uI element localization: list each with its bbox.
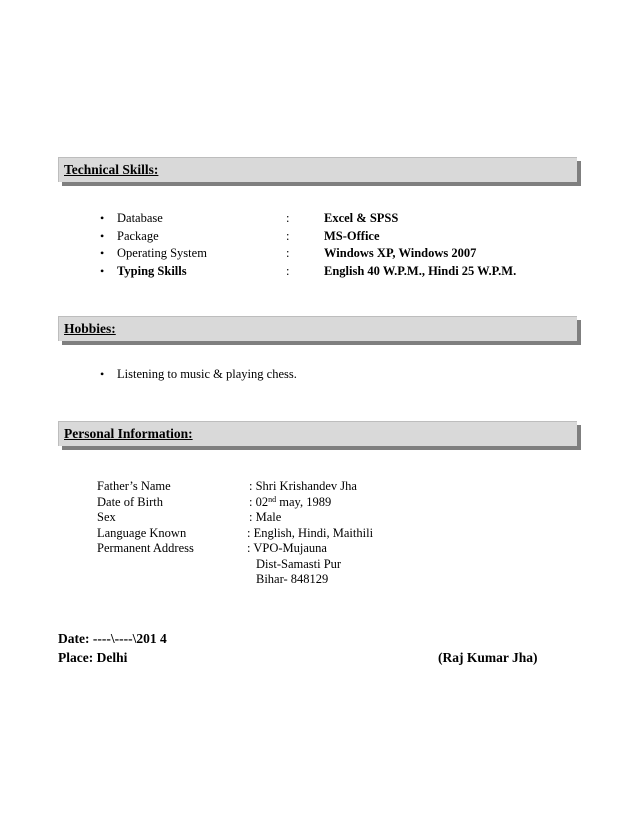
info-value	[249, 495, 331, 511]
technical-skills-title: Technical Skills:	[64, 162, 159, 177]
hobby-text: Listening to music & playing chess.	[117, 367, 297, 381]
dob-prefix: : 02	[249, 494, 269, 509]
info-label: Date of Birth	[97, 494, 163, 509]
skill-label: Package	[117, 228, 159, 243]
dob-superscript: nd	[268, 494, 277, 504]
skill-value: Excel & SPSS	[324, 211, 399, 225]
info-label: Father’s Name	[97, 479, 171, 493]
skill-label: Typing Skills	[117, 263, 187, 278]
bullet-icon: •	[100, 211, 105, 225]
signature-name: (Raj Kumar Jha)	[438, 650, 538, 665]
skill-colon: :	[286, 246, 290, 260]
info-value: : Male	[249, 510, 282, 524]
info-value: Bihar- 848129	[256, 572, 329, 586]
skill-colon: :	[286, 211, 290, 225]
info-value: : Shri Krishandev Jha	[249, 479, 357, 493]
skill-value: Windows XP, Windows 2007	[324, 246, 477, 260]
skill-colon: :	[286, 228, 290, 243]
info-value: : VPO-Mujauna	[247, 541, 327, 555]
technical-skills-header	[58, 157, 577, 182]
skill-label: Database	[117, 211, 163, 225]
footer-date: Date: ----\----\201 4	[58, 631, 167, 646]
personal-information-title: Personal Information:	[64, 426, 193, 441]
dob-suffix: may, 1989	[276, 494, 332, 509]
skill-value: English 40 W.P.M., Hindi 25 W.P.M.	[324, 263, 517, 278]
skill-colon: :	[286, 263, 290, 278]
info-label: Language Known	[97, 525, 187, 540]
hobbies-header	[58, 316, 577, 341]
bullet-icon: •	[100, 246, 105, 260]
bullet-icon: •	[100, 367, 105, 381]
hobbies-title: Hobbies:	[64, 321, 116, 336]
info-label: Permanent Address	[97, 541, 194, 555]
bullet-icon: •	[100, 263, 105, 278]
info-label: Sex	[97, 510, 116, 524]
skill-value: MS-Office	[324, 228, 380, 243]
info-value: : English, Hindi, Maithili	[247, 525, 374, 540]
personal-information-header	[58, 421, 577, 446]
info-value: Dist-Samasti Pur	[256, 556, 342, 571]
skill-label: Operating System	[117, 246, 207, 260]
bullet-icon: •	[100, 228, 105, 243]
footer-place: Place: Delhi	[58, 650, 128, 665]
